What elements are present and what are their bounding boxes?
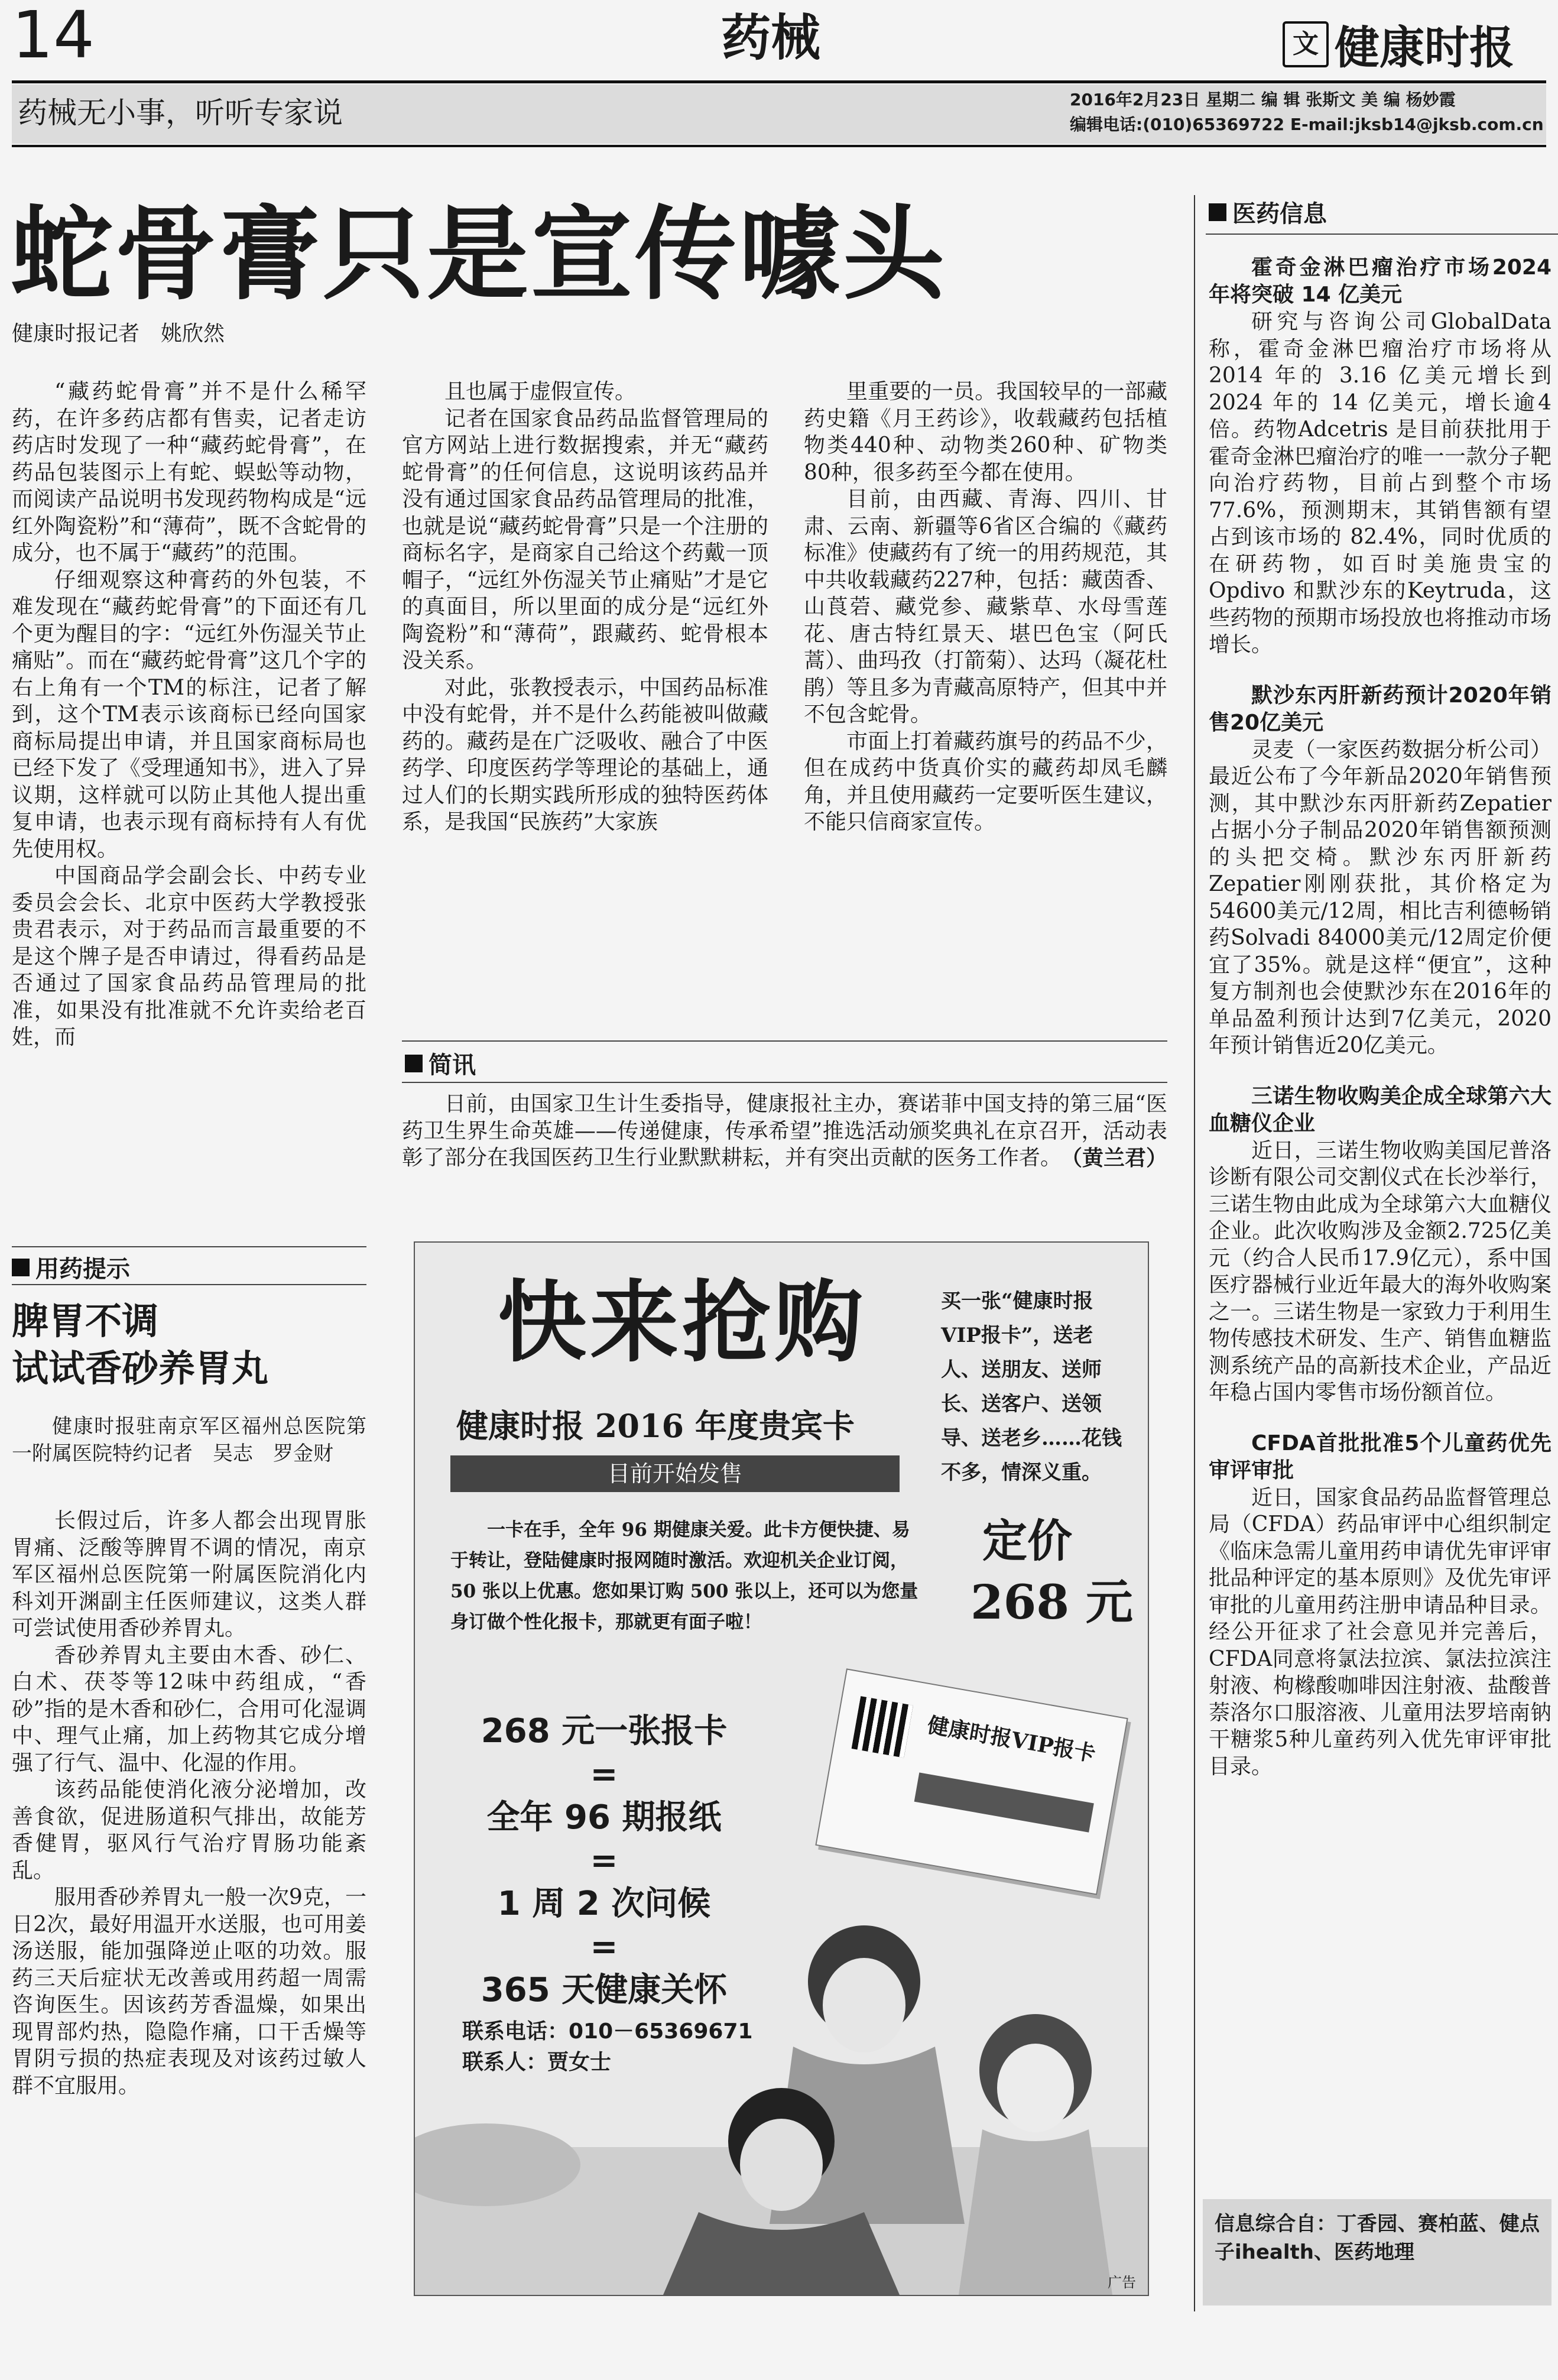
vip-card-label: 健康时报VIP报卡 [925, 1712, 1098, 1767]
sidebar-news-item [1209, 254, 1551, 659]
news-body [1209, 1137, 1551, 1406]
news-body [1209, 1484, 1551, 1781]
sidebar-divider [1194, 195, 1195, 2311]
ad-equation-line: 全年 96 期报纸 [486, 1798, 722, 1837]
lead-paragraph: 对此，张教授表示，中国药品标准中没有蛇骨，并不是什么药能被叫做藏药的。藏药是在广泛吸收、融合了中医药学、印度医药学等理论的基础上，通过人们的长期实践所形成的独特医药体系，是我国“民族药”大家族 [402, 675, 768, 834]
lead-paragraph: 中国商品学会副会长、中药专业委员会会长、北京中医药大学教授张贵君表示，对于药品而言最重要的不是这个牌子是否申请过，得看药品是否通过了国家食品药品管理局的批准，如果没有批准就不允许卖给老百姓，而 [12, 864, 366, 1049]
tips-heading-label: 用药提示 [35, 1256, 130, 1283]
ad-headline: 快来抢购 [498, 1270, 867, 1374]
sidebar-heading-rule [1206, 234, 1558, 235]
ad-sale-bar-label: 目前开始发售 [607, 1461, 742, 1487]
news-title: 三诺生物收购美企成全球第六大血糖仪企业 [1209, 1084, 1551, 1136]
lead-column-1 [12, 378, 366, 1218]
brief-text: 日前，由国家卫生计生委指导，健康报社主办，赛诺菲中国支持的第三届“医药卫生界生命英雄——传递健康，传承希望”推选活动颁奖典礼在京召开，活动表彰了部分在我国医药卫生行业默默耕耘，并有突出贡献的医务工作者。 [402, 1092, 1167, 1170]
lead-paragraph: 记者在国家食品药品监督管理局的官方网站上进行数据搜索，并无“藏药蛇骨膏”的任何信息，这说明该药品并没有通过国家食品药品管理局的批准，也就是说“藏药蛇骨膏”只是一个注册的商标名字，是商家自己给这个药戴一顶帽子，“远红外伤湿关节止痛贴”才是它的真面目，所以里面的成分是“远红外陶瓷粉”和“薄荷”，跟藏药、蛇骨根本没关系。 [402, 406, 768, 673]
lead-column-2 [402, 378, 768, 1029]
ad-contact-phone: 联系电话：010－65369671 [462, 2019, 753, 2044]
ad-equation-line: = [590, 1928, 618, 1966]
tips-heading [12, 1250, 130, 1284]
sidebar-news-item [1209, 682, 1551, 1059]
contact-line: 编辑电话:(010)65369722 E-mail:jksb14@jksb.com.cn [1070, 115, 1544, 134]
brief-heading-label: 简讯 [429, 1052, 476, 1079]
tips-paragraph: 长假过后，许多人都会出现胃胀胃痛、泛酸等脾胃不调的情况，南京军区福州总医院第一附属医院消化内科刘开渊副主任医师建议，这类人群可尝试使用香砂养胃丸。 [12, 1509, 366, 1640]
masthead-rule-top [12, 80, 1546, 83]
tips-paragraph: 香砂养胃丸主要由木香、砂仁、白术、茯苓等12味中药组成，“香砂”指的是木香和砂仁，合用可化湿调中、理气止痛，加上药物其它成分增强了行气、温中、化湿的作用。 [12, 1643, 366, 1775]
ad-intro: 一卡在手，全年 96 期健康关爱。此卡方便快捷、易于转让，登陆健康时报网随时激活。欢迎机关企业订阅，50 张以上优惠。您如果订购 500 张以上，还可以为您量身订做个性化报卡，那就更有面子啦！ [450, 1519, 918, 1633]
section-square-icon [12, 1259, 30, 1276]
brief-heading [405, 1046, 476, 1080]
tips-title-line-2: 试试香砂养胃丸 [12, 1347, 269, 1390]
news-body [1209, 309, 1551, 659]
news-text: 近日，三诺生物收购美国尼普洛诊断有限公司交割仪式在长沙举行，三诺生物由此成为全球第六大血糖仪企业。此次收购涉及金额2.725亿美元（约合人民币17.9亿元），系中国医疗器械行业近年最大的海外收购案之一。三诺生物是一家致力于利用生物传感技术研发、生产、销售血糖监测系统产品的高新技术企业，产品近年稳占国内零售市场份额首位。 [1209, 1138, 1551, 1405]
section-name: 药械 [721, 9, 821, 67]
ad-equation-line: 365 天健康关怀 [481, 1971, 728, 2009]
news-title: CFDA首批批准5个儿童药优先审评审批 [1209, 1431, 1551, 1483]
tips-byline-text: 健康时报驻南京军区福州总医院第一附属医院特约记者 吴志 罗金财 [12, 1415, 366, 1465]
paper-logo-icon: 文 [1283, 21, 1329, 67]
tips-paragraph: 服用香砂养胃丸一般一次9克，一日2次，最好用温开水送服，也可用姜汤送服，能加强降逆止呕的功效。服药三天后症状无改善或用药超一周需咨询医生。因该药芳香温燥，如果出现胃部灼热，隐隐作痛，口干舌燥等胃阴亏损的热症表现及对该药过敏人群不宜服用。 [12, 1885, 366, 2098]
sidebar-heading-label: 医药信息 [1232, 200, 1327, 228]
ad-equation-line: = [590, 1841, 618, 1880]
lead-paragraph: 仔细观察这种膏药的外包装，不难发现在“藏药蛇骨膏”的下面还有几个更为醒目的字：“远红外伤湿关节止痛贴”。而在“藏药蛇骨膏”这几个字的右上角有一个TM的标注，记者了解到，这个TM表示该商标已经向国家商标局提出申请，并且国家商标局也已经下发了《受理通知书》，进入了异议期，这样就可以防止其他人提出重复申请，也表示现有商标持有人有优先使用权。 [12, 568, 366, 861]
ad-sale-bar [450, 1455, 900, 1492]
ad-equation-line: 268 元一张报卡 [481, 1712, 728, 1750]
news-text: 近日，国家食品药品监督管理总局（CFDA）药品审评中心组织制定《临床急需儿童用药申请优先审评审批品种评定的基本原则》及优先审评审批的儿童用药注册申请品种目录。经公开征求了社会意见并完善后，CFDA同意将氯法拉滨、氯法拉滨注射液、枸橼酸咖啡因注射液、盐酸普萘洛尔口服溶液、儿童用法罗培南钠干糖浆5种儿童药列入优先审评审批目录。 [1209, 1485, 1551, 1779]
page-number: 14 [12, 0, 95, 73]
paper-logo [1283, 12, 1514, 76]
lead-column-3 [804, 378, 1167, 1029]
advertisement[interactable] [414, 1241, 1149, 2296]
lead-paragraph: 里重要的一员。我国较早的一部藏药史籍《月王药诊》，收载藏药包括植物类440种、动物类260种、矿物类80种，很多药至今都在使用。 [804, 380, 1167, 485]
ad-contact-person: 联系人：贾女士 [462, 2050, 612, 2074]
lead-paragraph: “藏药蛇骨膏”并不是什么稀罕药，在许多药店都有售卖，记者走访药店时发现了一种“藏药蛇骨膏”，在药品包装图示上有蛇、蜈蚣等动物，而阅读产品说明书发现药物构成是“远红外陶瓷粉”和“薄荷”，既不含蛇骨的成分，也不属于“藏药”的范围。 [12, 380, 366, 565]
sidebar-news-list [1209, 254, 1551, 1780]
tagline: 药械无小事，听听专家说 [18, 96, 343, 130]
news-title: 霍奇金淋巴瘤治疗市场2024 年将突破 14 亿美元 [1209, 255, 1551, 307]
news-text: 研究与咨询公司GlobalData称，霍奇金淋巴瘤治疗市场将从2014 年的 3.16 亿美元增长到2024 年的 14 亿美元，增长逾4倍。药物Adcetris 是目前获批用于霍奇金淋巴瘤治疗的唯一一款分子靶向治疗药物，目前占到整个市场 77.6%，预测期末，其销售额有望占到该市场的 82.4%，同时优质的在研药物，如百时美施贵宝的 Opdivo 和默沙东的Keytruda，这些药物的预期市场投放也将推动市场增长。 [1209, 310, 1551, 657]
brief-body [402, 1091, 1167, 1172]
tips-rule-2 [12, 1284, 366, 1285]
news-body [1209, 737, 1551, 1059]
lead-paragraph: 且也属于虚假宣传。 [444, 380, 637, 404]
date-line: 2016年2月23日 星期二 编 辑 张斯文 美 编 杨妙霞 [1070, 90, 1456, 109]
news-text: 灵麦（一家医药数据分析公司）最近公布了今年新品2020年销售预测，其中默沙东丙肝新药Zepatier占据小分子制品2020年销售额预测的头把交椅。默沙东丙肝新药Zepatier刚刚获批，其价格定为54600美元/12周，相比吉利德畅销药Solvadi 84000美元/12周定价便宜了35%。就是这样“便宜”，这种复方制剂也会使默沙东在2016年的单品盈利预计达到7亿美元，2020年预计销售近20亿美元。 [1209, 737, 1551, 1058]
tips-paragraph: 该药品能使消化液分泌增加，改善食欲，促进肠道积气排出，故能芳香健胃，驱风行气治疗胃肠功能紊乱。 [12, 1778, 366, 1883]
sidebar-source-box [1203, 2199, 1551, 2306]
news-title: 默沙东丙肝新药预计2020年销售20亿美元 [1209, 683, 1551, 735]
ad-equation-line: = [590, 1755, 618, 1794]
section-square-icon [405, 1055, 423, 1072]
tips-title-line-1: 脾胃不调 [12, 1299, 159, 1343]
ad-price-label: 定价 [982, 1515, 1072, 1567]
vip-card-image [815, 1668, 1128, 1895]
sidebar-news-item [1209, 1430, 1551, 1781]
section-square-icon [1209, 203, 1226, 221]
ad-equation-line: 1 周 2 次问候 [497, 1885, 711, 1923]
lead-paragraph: 市面上打着藏药旗号的药品不少，但在成药中货真价实的藏药却凤毛麟角，并且使用藏药一定要听医生建议，不能只信商家宣传。 [804, 729, 1167, 834]
lead-paragraph: 目前，由西藏、青海、四川、甘肃、云南、新疆等6省区合编的《藏药标准》使藏药有了统一的用药规范，其中共收载藏药227种，包括：藏茵香、山莨菪、藏党参、藏紫草、水母雪莲花、唐古特红景天、堪巴色宝（阿氏蒿）、曲玛孜（打箭菊）、达玛（凝花杜鹃）等且多为青藏高原特产，但其中并不包含蛇骨。 [804, 487, 1167, 727]
tips-rule [12, 1246, 366, 1247]
qr-code-icon [852, 1696, 913, 1758]
tips-byline [12, 1413, 366, 1467]
ad-people-illustration [415, 1893, 1148, 2295]
brief-rule-2 [402, 1082, 1167, 1083]
brief-rule [402, 1040, 1167, 1042]
paper-name: 健康时报 [1335, 21, 1514, 74]
masthead-rule-bottom [12, 145, 1546, 147]
card-stripe [914, 1772, 1094, 1832]
sidebar-heading [1209, 195, 1327, 229]
sidebar-source-text: 信息综合自：丁香园、赛柏蓝、健点子ihealth、医药地理 [1215, 2212, 1540, 2264]
lead-byline: 健康时报记者 姚欣然 [12, 322, 225, 346]
ad-corner-label: 广告 [1108, 2274, 1136, 2291]
ad-price-value: 268 元 [970, 1574, 1133, 1630]
ad-side-note: 买一张“健康时报VIP报卡”，送老人、送朋友、送师长、送客户、送领导、送老乡……花钱不多，情深义重。 [941, 1289, 1122, 1484]
sidebar-news-item [1209, 1083, 1551, 1406]
lead-headline: 蛇骨膏只是宣传噱头 [11, 194, 947, 314]
brief-author: （黄兰君） [1060, 1146, 1167, 1170]
ad-subhead: 健康时报 2016 年度贵宾卡 [456, 1407, 855, 1445]
tips-body [12, 1507, 366, 2347]
